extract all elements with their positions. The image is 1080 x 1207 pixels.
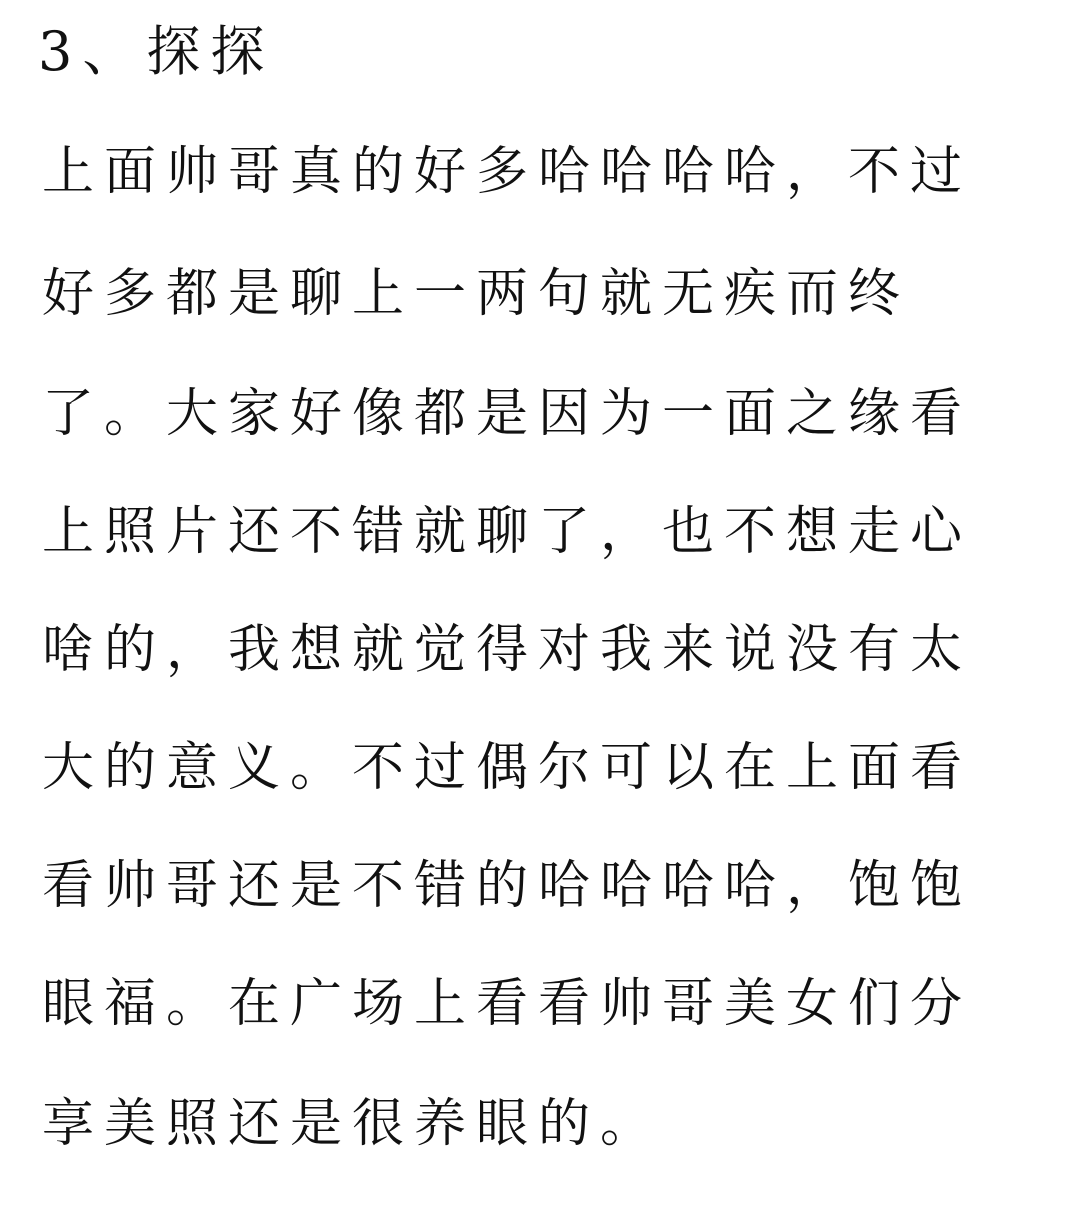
section-heading: 3、探探 bbox=[38, 20, 275, 83]
text-line-1: 上面帅哥真的好多哈哈哈哈，不过 bbox=[42, 142, 973, 202]
text-line-2: 好多都是聊上一两句就无疾而终 bbox=[42, 264, 911, 324]
text-line-7: 看帅哥还是不错的哈哈哈哈，饱饱 bbox=[42, 856, 973, 916]
text-line-3: 了。大家好像都是因为一面之缘看 bbox=[42, 384, 973, 444]
text-line-5: 啥的，我想就觉得对我来说没有太 bbox=[42, 620, 973, 680]
text-line-9: 享美照还是很养眼的。 bbox=[42, 1094, 663, 1154]
text-line-6: 大的意义。不过偶尔可以在上面看 bbox=[42, 738, 973, 798]
text-line-8: 眼福。在广场上看看帅哥美女们分 bbox=[42, 974, 973, 1034]
text-line-4: 上照片还不错就聊了，也不想走心 bbox=[42, 502, 973, 562]
